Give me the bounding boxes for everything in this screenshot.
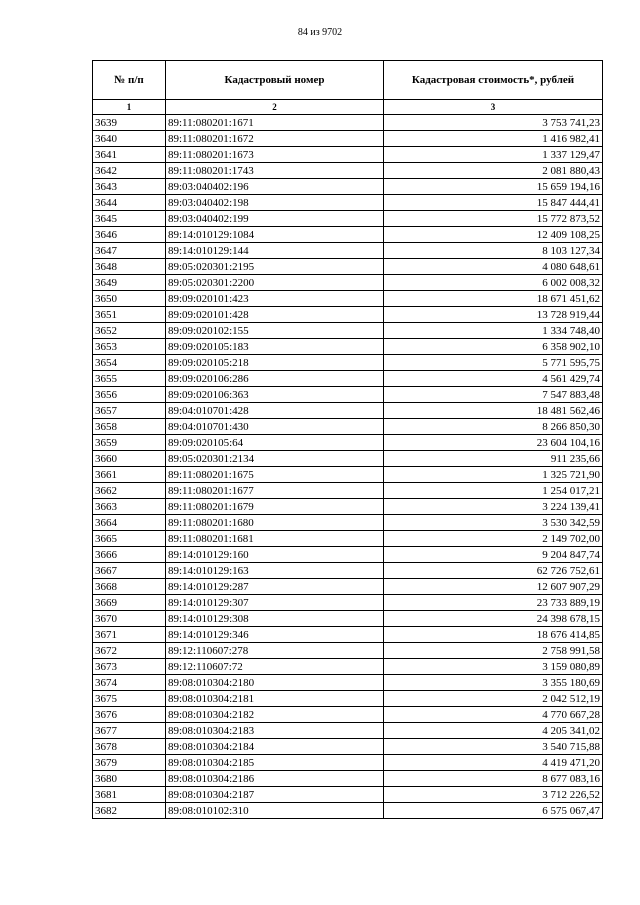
cadastral-value-cell: 3 355 180,69	[384, 675, 603, 691]
row-number-cell: 3659	[93, 435, 166, 451]
cadastral-value-cell: 3 540 715,88	[384, 739, 603, 755]
cadastral-value-cell: 8 103 127,34	[384, 243, 603, 259]
cadastral-number-cell: 89:11:080201:1681	[166, 531, 384, 547]
cadastral-value-cell: 18 676 414,85	[384, 627, 603, 643]
table-row	[93, 579, 603, 595]
cadastral-number-cell: 89:05:020301:2195	[166, 259, 384, 275]
table-row	[93, 371, 603, 387]
row-number-cell: 3641	[93, 147, 166, 163]
cadastral-value-cell: 2 042 512,19	[384, 691, 603, 707]
cadastral-value-cell: 4 561 429,74	[384, 371, 603, 387]
cadastral-value-cell: 1 337 129,47	[384, 147, 603, 163]
row-number-cell: 3667	[93, 563, 166, 579]
row-number-cell: 3657	[93, 403, 166, 419]
column-number: 3	[384, 100, 603, 115]
row-number-cell: 3678	[93, 739, 166, 755]
row-number-cell: 3663	[93, 499, 166, 515]
row-number-cell: 3658	[93, 419, 166, 435]
cadastral-value-cell: 8 677 083,16	[384, 771, 603, 787]
row-number-cell: 3640	[93, 131, 166, 147]
cadastral-value-cell: 15 659 194,16	[384, 179, 603, 195]
cadastral-number-cell: 89:05:020301:2200	[166, 275, 384, 291]
row-number-cell: 3673	[93, 659, 166, 675]
cadastral-value-cell: 24 398 678,15	[384, 611, 603, 627]
cadastral-number-cell: 89:09:020105:183	[166, 339, 384, 355]
cadastral-number-cell: 89:04:010701:430	[166, 419, 384, 435]
table-row	[93, 675, 603, 691]
cadastral-number-cell: 89:14:010129:160	[166, 547, 384, 563]
cadastral-number-cell: 89:11:080201:1679	[166, 499, 384, 515]
cadastral-value-cell: 4 205 341,02	[384, 723, 603, 739]
row-number-cell: 3651	[93, 307, 166, 323]
cadastral-value-cell: 2 081 880,43	[384, 163, 603, 179]
cadastral-value-cell: 4 419 471,20	[384, 755, 603, 771]
table-row	[93, 595, 603, 611]
cadastral-value-table	[92, 60, 603, 819]
cadastral-value-cell: 3 224 139,41	[384, 499, 603, 515]
cadastral-number-cell: 89:14:010129:308	[166, 611, 384, 627]
cadastral-value-cell: 8 266 850,30	[384, 419, 603, 435]
table-row	[93, 387, 603, 403]
cadastral-number-cell: 89:05:020301:2134	[166, 451, 384, 467]
row-number-cell: 3682	[93, 803, 166, 819]
cadastral-number-cell: 89:14:010129:163	[166, 563, 384, 579]
cadastral-value-cell: 15 847 444,41	[384, 195, 603, 211]
cadastral-number-cell: 89:03:040402:198	[166, 195, 384, 211]
column-number: 2	[166, 100, 384, 115]
cadastral-value-cell: 6 002 008,32	[384, 275, 603, 291]
table-row	[93, 787, 603, 803]
row-number-cell: 3644	[93, 195, 166, 211]
cadastral-number-cell: 89:08:010304:2182	[166, 707, 384, 723]
cadastral-value-cell: 3 159 080,89	[384, 659, 603, 675]
row-number-cell: 3642	[93, 163, 166, 179]
table-row	[93, 403, 603, 419]
header-cadastral-value: Кадастровая стоимость*, рублей	[384, 61, 603, 100]
cadastral-value-cell: 13 728 919,44	[384, 307, 603, 323]
cadastral-value-cell: 12 409 108,25	[384, 227, 603, 243]
cadastral-number-cell: 89:11:080201:1680	[166, 515, 384, 531]
cadastral-number-cell: 89:14:010129:346	[166, 627, 384, 643]
table-row	[93, 307, 603, 323]
cadastral-number-cell: 89:12:110607:278	[166, 643, 384, 659]
table-row	[93, 323, 603, 339]
cadastral-value-cell: 9 204 847,74	[384, 547, 603, 563]
row-number-cell: 3672	[93, 643, 166, 659]
column-number-row	[93, 100, 603, 115]
cadastral-number-cell: 89:08:010304:2186	[166, 771, 384, 787]
cadastral-number-cell: 89:09:020105:218	[166, 355, 384, 371]
row-number-cell: 3664	[93, 515, 166, 531]
table-row	[93, 499, 603, 515]
page-number: 84 из 9702	[297, 27, 343, 38]
cadastral-value-cell: 911 235,66	[384, 451, 603, 467]
row-number-cell: 3670	[93, 611, 166, 627]
cadastral-value-cell: 23 733 889,19	[384, 595, 603, 611]
row-number-cell: 3645	[93, 211, 166, 227]
table-row	[93, 275, 603, 291]
row-number-cell: 3668	[93, 579, 166, 595]
table-row	[93, 739, 603, 755]
cadastral-number-cell: 89:11:080201:1672	[166, 131, 384, 147]
cadastral-number-cell: 89:08:010304:2180	[166, 675, 384, 691]
row-number-cell: 3650	[93, 291, 166, 307]
table-row	[93, 659, 603, 675]
row-number-cell: 3648	[93, 259, 166, 275]
cadastral-number-cell: 89:11:080201:1673	[166, 147, 384, 163]
cadastral-value-cell: 18 481 562,46	[384, 403, 603, 419]
cadastral-value-cell: 3 530 342,59	[384, 515, 603, 531]
cadastral-number-cell: 89:09:020101:428	[166, 307, 384, 323]
cadastral-value-cell: 2 758 991,58	[384, 643, 603, 659]
table-row	[93, 419, 603, 435]
header-row-number: № п/п	[93, 61, 166, 100]
cadastral-value-cell: 2 149 702,00	[384, 531, 603, 547]
cadastral-value-cell: 1 254 017,21	[384, 483, 603, 499]
row-number-cell: 3669	[93, 595, 166, 611]
row-number-cell: 3652	[93, 323, 166, 339]
column-number: 1	[93, 100, 166, 115]
row-number-cell: 3676	[93, 707, 166, 723]
row-number-cell: 3655	[93, 371, 166, 387]
table-row	[93, 707, 603, 723]
cadastral-number-cell: 89:11:080201:1671	[166, 115, 384, 131]
row-number-cell: 3671	[93, 627, 166, 643]
table-row	[93, 803, 603, 819]
row-number-cell: 3680	[93, 771, 166, 787]
table-row	[93, 339, 603, 355]
cadastral-value-cell: 3 712 226,52	[384, 787, 603, 803]
cadastral-number-cell: 89:03:040402:196	[166, 179, 384, 195]
table-row	[93, 451, 603, 467]
table-row	[93, 531, 603, 547]
cadastral-number-cell: 89:09:020106:286	[166, 371, 384, 387]
table-row	[93, 611, 603, 627]
cadastral-value-cell: 4 080 648,61	[384, 259, 603, 275]
header-cadastral-number: Кадастровый номер	[166, 61, 384, 100]
table-row	[93, 435, 603, 451]
row-number-cell: 3677	[93, 723, 166, 739]
cadastral-number-cell: 89:14:010129:307	[166, 595, 384, 611]
table-row	[93, 259, 603, 275]
cadastral-number-cell: 89:08:010304:2187	[166, 787, 384, 803]
cadastral-value-cell: 18 671 451,62	[384, 291, 603, 307]
row-number-cell: 3674	[93, 675, 166, 691]
table-row	[93, 291, 603, 307]
cadastral-number-cell: 89:09:020106:363	[166, 387, 384, 403]
cadastral-number-cell: 89:14:010129:144	[166, 243, 384, 259]
table-row	[93, 563, 603, 579]
table-row	[93, 547, 603, 563]
cadastral-number-cell: 89:09:020105:64	[166, 435, 384, 451]
table-row	[93, 643, 603, 659]
cadastral-number-cell: 89:11:080201:1675	[166, 467, 384, 483]
table-row	[93, 179, 603, 195]
row-number-cell: 3653	[93, 339, 166, 355]
cadastral-value-cell: 1 325 721,90	[384, 467, 603, 483]
cadastral-value-cell: 1 416 982,41	[384, 131, 603, 147]
cadastral-number-cell: 89:11:080201:1677	[166, 483, 384, 499]
cadastral-value-cell: 6 575 067,47	[384, 803, 603, 819]
row-number-cell: 3665	[93, 531, 166, 547]
table-row	[93, 691, 603, 707]
cadastral-number-cell: 89:09:020102:155	[166, 323, 384, 339]
cadastral-value-cell: 3 753 741,23	[384, 115, 603, 131]
table-row	[93, 147, 603, 163]
table-row	[93, 195, 603, 211]
table-row	[93, 355, 603, 371]
cadastral-value-cell: 62 726 752,61	[384, 563, 603, 579]
cadastral-value-cell: 5 771 595,75	[384, 355, 603, 371]
row-number-cell: 3679	[93, 755, 166, 771]
cadastral-value-cell: 12 607 907,29	[384, 579, 603, 595]
table-row	[93, 771, 603, 787]
row-number-cell: 3646	[93, 227, 166, 243]
cadastral-number-cell: 89:08:010304:2183	[166, 723, 384, 739]
row-number-cell: 3666	[93, 547, 166, 563]
row-number-cell: 3661	[93, 467, 166, 483]
table-row	[93, 211, 603, 227]
row-number-cell: 3681	[93, 787, 166, 803]
row-number-cell: 3654	[93, 355, 166, 371]
table-row	[93, 627, 603, 643]
cadastral-number-cell: 89:09:020101:423	[166, 291, 384, 307]
row-number-cell: 3649	[93, 275, 166, 291]
cadastral-value-cell: 15 772 873,52	[384, 211, 603, 227]
table-row	[93, 467, 603, 483]
cadastral-number-cell: 89:12:110607:72	[166, 659, 384, 675]
header-row	[93, 61, 603, 100]
table-row	[93, 483, 603, 499]
row-number-cell: 3656	[93, 387, 166, 403]
cadastral-number-cell: 89:14:010129:1084	[166, 227, 384, 243]
cadastral-number-cell: 89:11:080201:1743	[166, 163, 384, 179]
row-number-cell: 3662	[93, 483, 166, 499]
row-number-cell: 3643	[93, 179, 166, 195]
table-row	[93, 515, 603, 531]
cadastral-number-cell: 89:08:010304:2184	[166, 739, 384, 755]
cadastral-value-cell: 23 604 104,16	[384, 435, 603, 451]
cadastral-value-cell: 1 334 748,40	[384, 323, 603, 339]
table-row	[93, 115, 603, 131]
cadastral-number-cell: 89:03:040402:199	[166, 211, 384, 227]
cadastral-number-cell: 89:04:010701:428	[166, 403, 384, 419]
table-row	[93, 163, 603, 179]
cadastral-number-cell: 89:08:010102:310	[166, 803, 384, 819]
table-row	[93, 723, 603, 739]
cadastral-number-cell: 89:14:010129:287	[166, 579, 384, 595]
table-row	[93, 755, 603, 771]
table-row	[93, 131, 603, 147]
row-number-cell: 3675	[93, 691, 166, 707]
row-number-cell: 3639	[93, 115, 166, 131]
row-number-cell: 3647	[93, 243, 166, 259]
row-number-cell: 3660	[93, 451, 166, 467]
cadastral-number-cell: 89:08:010304:2185	[166, 755, 384, 771]
cadastral-number-cell: 89:08:010304:2181	[166, 691, 384, 707]
table-row	[93, 243, 603, 259]
cadastral-value-cell: 4 770 667,28	[384, 707, 603, 723]
cadastral-value-cell: 7 547 883,48	[384, 387, 603, 403]
table-row	[93, 227, 603, 243]
cadastral-value-cell: 6 358 902,10	[384, 339, 603, 355]
